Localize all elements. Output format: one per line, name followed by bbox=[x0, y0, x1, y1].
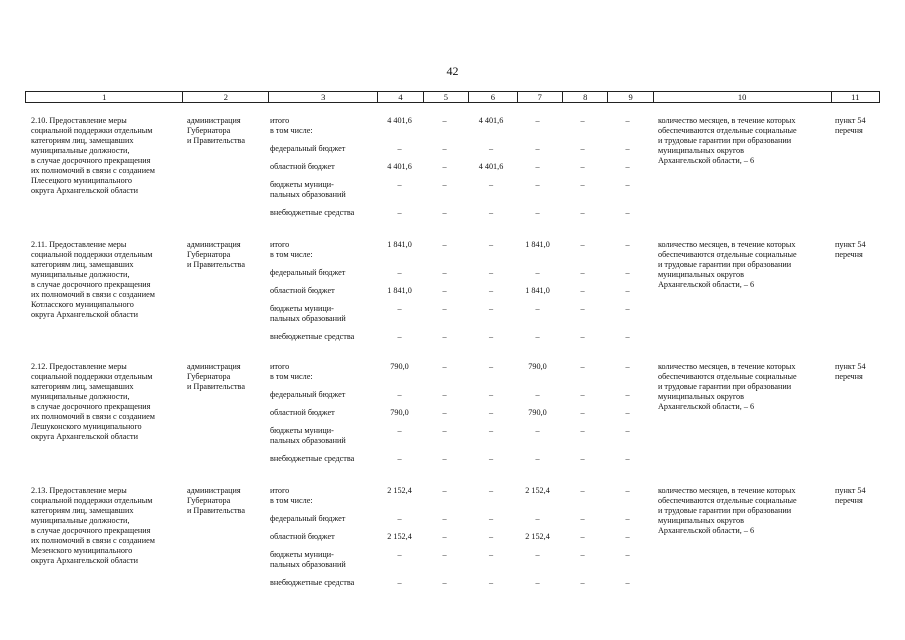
funding-value: – bbox=[625, 514, 630, 523]
funding-source-label: федеральный бюджет bbox=[270, 514, 346, 523]
funding-value: – bbox=[397, 390, 402, 399]
funding-value: – bbox=[442, 408, 447, 417]
funding-source-row bbox=[270, 180, 660, 200]
program-row bbox=[25, 240, 880, 350]
funding-source-row bbox=[270, 454, 660, 474]
funding-value: – bbox=[625, 390, 630, 399]
funding-source-row bbox=[270, 162, 660, 182]
column-number: 5 bbox=[423, 92, 468, 103]
result-indicator: количество месяцев, в течение которых обеспечиваются отдельные социальные и трудовые гарантии при образовании муниципальных округов Архангельской области, – 6 bbox=[658, 240, 797, 289]
funding-value: – bbox=[580, 486, 585, 495]
funding-value: – bbox=[535, 116, 540, 125]
funding-value: – bbox=[625, 454, 630, 463]
column-number: 2 bbox=[183, 92, 269, 103]
funding-value: – bbox=[488, 532, 494, 541]
funding-source-row bbox=[270, 408, 660, 428]
funding-value: 1 841,0 bbox=[387, 286, 412, 295]
funding-value: – bbox=[625, 426, 630, 435]
funding-value: – bbox=[488, 286, 494, 295]
funding-source-row bbox=[270, 532, 660, 552]
funding-value: – bbox=[535, 268, 540, 277]
result-indicator: количество месяцев, в течение которых обеспечиваются отдельные социальные и трудовые гарантии при образовании муниципальных округов Архангельской области, – 6 bbox=[658, 362, 797, 411]
funding-value: – bbox=[488, 578, 494, 587]
funding-value: – bbox=[442, 514, 447, 523]
funding-value: – bbox=[625, 162, 630, 171]
funding-value: 4 401,6 bbox=[478, 116, 504, 125]
funding-value: – bbox=[580, 240, 585, 249]
funding-value: – bbox=[535, 578, 540, 587]
program-row bbox=[25, 486, 880, 596]
funding-value: – bbox=[442, 180, 447, 189]
column-number: 1 bbox=[26, 92, 183, 103]
funding-value: – bbox=[625, 486, 630, 495]
funding-value: 2 152,4 bbox=[525, 486, 550, 495]
funding-value: – bbox=[442, 550, 447, 559]
funding-source-label: областной бюджет bbox=[270, 286, 335, 295]
funding-value: – bbox=[535, 550, 540, 559]
funding-value: – bbox=[488, 550, 494, 559]
funding-value: 4 401,6 bbox=[478, 162, 504, 171]
funding-value: – bbox=[488, 240, 494, 249]
funding-value: 4 401,6 bbox=[387, 162, 412, 171]
funding-value: – bbox=[625, 268, 630, 277]
funding-value: – bbox=[625, 408, 630, 417]
column-number: 10 bbox=[653, 92, 831, 103]
funding-source-row bbox=[270, 268, 660, 288]
funding-source-label: бюджеты муници- пальных образований bbox=[270, 304, 346, 323]
funding-value: – bbox=[488, 454, 494, 463]
funding-value: – bbox=[580, 304, 585, 313]
funding-value: – bbox=[580, 578, 585, 587]
funding-value: – bbox=[442, 390, 447, 399]
funding-value: – bbox=[397, 304, 402, 313]
funding-value: – bbox=[442, 208, 447, 217]
executor: администрация Губернатора и Правительства bbox=[187, 486, 245, 515]
reference: пункт 54 перечня bbox=[835, 240, 866, 259]
funding-source-label: внебюджетные средства bbox=[270, 578, 355, 587]
funding-value: – bbox=[625, 304, 630, 313]
funding-value: 790,0 bbox=[390, 362, 409, 371]
funding-value: – bbox=[397, 180, 402, 189]
funding-value: – bbox=[625, 180, 630, 189]
funding-value: – bbox=[580, 116, 585, 125]
funding-source-label: итого в том числе: bbox=[270, 240, 313, 259]
funding-value: – bbox=[397, 332, 402, 341]
funding-source-row bbox=[270, 116, 660, 136]
funding-source-row bbox=[270, 486, 660, 506]
funding-value: – bbox=[625, 578, 630, 587]
funding-value: – bbox=[535, 180, 540, 189]
funding-value: – bbox=[442, 332, 447, 341]
funding-value: 1 841,0 bbox=[387, 240, 412, 249]
funding-value: – bbox=[442, 162, 447, 171]
funding-source-row bbox=[270, 550, 660, 570]
funding-source-label: итого в том числе: bbox=[270, 116, 313, 135]
funding-value: – bbox=[625, 362, 630, 371]
funding-source-label: федеральный бюджет bbox=[270, 144, 346, 153]
funding-value: – bbox=[625, 144, 630, 153]
funding-source-row bbox=[270, 578, 660, 598]
funding-value: – bbox=[442, 286, 447, 295]
funding-value: – bbox=[535, 426, 540, 435]
funding-value: – bbox=[488, 268, 494, 277]
funding-source-row bbox=[270, 390, 660, 410]
funding-value: – bbox=[397, 144, 402, 153]
funding-value: – bbox=[625, 286, 630, 295]
funding-source-label: итого в том числе: bbox=[270, 362, 313, 381]
reference: пункт 54 перечня bbox=[835, 116, 866, 135]
funding-value: 1 841,0 bbox=[525, 240, 550, 249]
funding-value: – bbox=[580, 454, 585, 463]
funding-value: 790,0 bbox=[528, 408, 547, 417]
funding-value: – bbox=[397, 208, 402, 217]
funding-value: 4 401,6 bbox=[387, 116, 412, 125]
funding-value: – bbox=[397, 578, 402, 587]
funding-value: – bbox=[488, 180, 494, 189]
funding-source-label: бюджеты муници- пальных образований bbox=[270, 180, 346, 199]
funding-value: – bbox=[442, 532, 447, 541]
funding-value: – bbox=[625, 550, 630, 559]
funding-value: – bbox=[580, 390, 585, 399]
funding-source-label: областной бюджет bbox=[270, 162, 335, 171]
funding-value: – bbox=[442, 426, 447, 435]
measure-name: 2.12. Предоставление меры социальной поддержки отдельным категориям лиц, замещавших муниципальные должности, в случае досрочного прекращения их полномочий в связи с созданием Лешуконского муниципального округа Архангельской области bbox=[31, 362, 155, 441]
funding-value: – bbox=[580, 180, 585, 189]
funding-value: – bbox=[580, 332, 585, 341]
funding-value: – bbox=[535, 390, 540, 399]
page-number: 42 bbox=[446, 64, 459, 78]
funding-source-row bbox=[270, 240, 660, 260]
funding-source-label: бюджеты муници- пальных образований bbox=[270, 426, 346, 445]
funding-value: – bbox=[625, 332, 630, 341]
reference: пункт 54 перечня bbox=[835, 362, 866, 381]
funding-source-row bbox=[270, 514, 660, 534]
executor: администрация Губернатора и Правительства bbox=[187, 116, 245, 145]
funding-value: – bbox=[397, 550, 402, 559]
funding-value: 790,0 bbox=[390, 408, 409, 417]
funding-value: – bbox=[580, 162, 585, 171]
funding-value: – bbox=[488, 304, 494, 313]
funding-source-row bbox=[270, 362, 660, 382]
funding-value: – bbox=[535, 514, 540, 523]
funding-value: – bbox=[580, 408, 585, 417]
funding-source-label: областной бюджет bbox=[270, 532, 335, 541]
column-number: 9 bbox=[608, 92, 653, 103]
funding-value: – bbox=[535, 304, 540, 313]
funding-value: – bbox=[397, 268, 402, 277]
measure-name: 2.13. Предоставление меры социальной поддержки отдельным категориям лиц, замещавших муниципальные должности, в случае досрочного прекращения их полномочий в связи с созданием Мезенского муниципального округа Архангельской области bbox=[31, 486, 155, 565]
funding-value: – bbox=[625, 240, 630, 249]
funding-value: – bbox=[442, 304, 447, 313]
funding-value: 1 841,0 bbox=[525, 286, 550, 295]
funding-value: – bbox=[488, 486, 494, 495]
funding-value: 2 152,4 bbox=[387, 486, 412, 495]
funding-value: – bbox=[442, 454, 447, 463]
funding-value: – bbox=[442, 240, 447, 249]
funding-value: – bbox=[535, 332, 540, 341]
result-indicator: количество месяцев, в течение которых обеспечиваются отдельные социальные и трудовые гарантии при образовании муниципальных округов Архангельской области, – 6 bbox=[658, 116, 797, 165]
funding-value: – bbox=[625, 532, 630, 541]
funding-source-label: внебюджетные средства bbox=[270, 332, 355, 341]
column-number: 3 bbox=[269, 92, 378, 103]
funding-source-label: внебюджетные средства bbox=[270, 208, 355, 217]
funding-value: – bbox=[580, 550, 585, 559]
funding-value: – bbox=[488, 208, 494, 217]
funding-value: – bbox=[488, 144, 494, 153]
funding-source-row bbox=[270, 426, 660, 446]
funding-value: – bbox=[488, 426, 494, 435]
funding-source-row bbox=[270, 332, 660, 352]
measure-name: 2.11. Предоставление меры социальной поддержки отдельным категориям лиц, замещавших муниципальные должности, в случае досрочного прекращения их полномочий в связи с созданием Котласского муниципального округа Архангельской области bbox=[31, 240, 155, 319]
funding-value: – bbox=[442, 578, 447, 587]
funding-value: – bbox=[397, 454, 402, 463]
funding-value: – bbox=[625, 116, 630, 125]
funding-source-label: итого в том числе: bbox=[270, 486, 313, 505]
funding-value: – bbox=[397, 426, 402, 435]
funding-source-label: внебюджетные средства bbox=[270, 454, 355, 463]
column-number: 6 bbox=[469, 92, 517, 103]
funding-value: – bbox=[442, 144, 447, 153]
funding-value: – bbox=[488, 514, 494, 523]
funding-value: – bbox=[580, 532, 585, 541]
column-number: 8 bbox=[563, 92, 608, 103]
funding-value: – bbox=[580, 514, 585, 523]
funding-source-label: бюджеты муници- пальных образований bbox=[270, 550, 346, 569]
column-number: 11 bbox=[831, 92, 880, 103]
reference: пункт 54 перечня bbox=[835, 486, 866, 505]
funding-value: – bbox=[488, 362, 494, 371]
column-number: 4 bbox=[378, 92, 423, 103]
funding-value: – bbox=[535, 162, 540, 171]
funding-value: – bbox=[488, 390, 494, 399]
funding-value: – bbox=[442, 116, 447, 125]
funding-value: – bbox=[397, 514, 402, 523]
column-number: 7 bbox=[517, 92, 562, 103]
funding-value: – bbox=[442, 486, 447, 495]
executor: администрация Губернатора и Правительства bbox=[187, 362, 245, 391]
funding-value: – bbox=[625, 208, 630, 217]
funding-value: – bbox=[580, 426, 585, 435]
funding-value: – bbox=[442, 268, 447, 277]
funding-value: 790,0 bbox=[528, 362, 547, 371]
funding-source-row bbox=[270, 304, 660, 324]
funding-source-label: федеральный бюджет bbox=[270, 390, 346, 399]
executor: администрация Губернатора и Правительства bbox=[187, 240, 245, 269]
funding-value: – bbox=[488, 408, 494, 417]
funding-value: – bbox=[580, 268, 585, 277]
funding-value: – bbox=[580, 144, 585, 153]
funding-source-row bbox=[270, 144, 660, 164]
funding-value: – bbox=[580, 208, 585, 217]
program-row bbox=[25, 116, 880, 226]
funding-value: – bbox=[535, 144, 540, 153]
result-indicator: количество месяцев, в течение которых обеспечиваются отдельные социальные и трудовые гарантии при образовании муниципальных округов Архангельской области, – 6 bbox=[658, 486, 797, 535]
funding-source-row bbox=[270, 286, 660, 306]
funding-value: – bbox=[535, 454, 540, 463]
measure-name: 2.10. Предоставление меры социальной поддержки отдельным категориям лиц, замещавших муниципальные должности, в случае досрочного прекращения их полномочий в связи с созданием Плесецкого муниципального округа Архангельской области bbox=[31, 116, 155, 195]
funding-source-label: областной бюджет bbox=[270, 408, 335, 417]
funding-value: – bbox=[535, 208, 540, 217]
funding-value: – bbox=[580, 362, 585, 371]
funding-value: 2 152,4 bbox=[525, 532, 550, 541]
column-header-table bbox=[25, 91, 880, 103]
program-row bbox=[25, 362, 880, 472]
funding-value: – bbox=[488, 332, 494, 341]
funding-source-row bbox=[270, 208, 660, 228]
funding-source-label: федеральный бюджет bbox=[270, 268, 346, 277]
funding-value: 2 152,4 bbox=[387, 532, 412, 541]
funding-value: – bbox=[580, 286, 585, 295]
funding-value: – bbox=[442, 362, 447, 371]
